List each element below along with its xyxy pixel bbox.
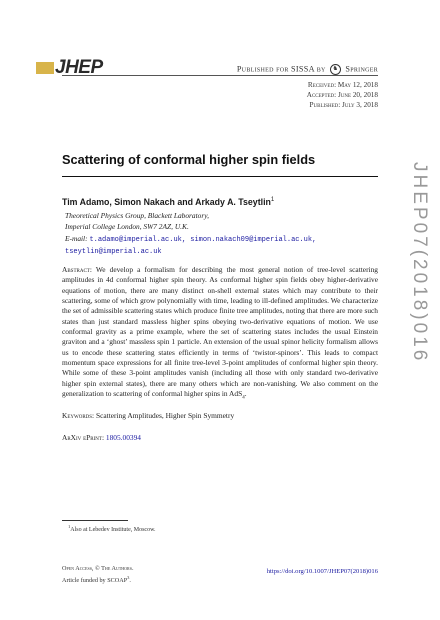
publisher-name: Springer (345, 64, 378, 74)
abstract-text: We develop a formalism for describing the most general notion of tree-level scattering amplitudes in 4d conformal higher spin theory. As conformal higher spin fields obey higher-derivative equations of motion, there are many distinct on-shell external states which may contribute to their scattering, some of which grow polynomially with time, leading to ill-defined amplitudes. We characterize the set of admissible scattering states which produce finite tree amplitudes, noting that there are more such states than just standard massless higher spins obeying two-derivative equations of motion. We use conformal gravity as a prime example, where the set of scattering states includes the usual Einstein graviton and a ‘ghost’ massless spin 1 particle. An extension of the usual spinor helicity formalism allows us to encode these scattering states efficiently in terms of ‘twistor-spinors’. This leads to compact momentum space expressions for all finite tree-level 3-point amplitudes of conformal higher spin theory. While some of these 3-point amplitudes vanish (including all those with only standard two-derivative higher spin external states), there are many others which are non-vanishing. We also comment on the generalization to scattering of conformal higher spins in AdS (62, 265, 378, 399)
abstract-end: . (244, 389, 247, 399)
email-link-tseytlin[interactable]: tseytlin@imperial.ac.uk (65, 247, 162, 256)
doi-link[interactable]: https://doi.org/10.1007/JHEP07(2018)016 (266, 568, 378, 575)
open-access-line: Open Access, © The Authors. (62, 565, 134, 572)
email-block (65, 234, 365, 257)
footnote-mark: 1 (68, 524, 71, 529)
title-rule (62, 176, 378, 177)
keywords-line (62, 411, 234, 420)
scoap-superscript: 3 (127, 575, 130, 581)
email-links[interactable]: t.adamo@imperial.ac.uk, simon.nakach09@imperial.ac.uk, (89, 236, 317, 244)
abstract (62, 265, 378, 404)
published-date: Published: July 3, 2018 (309, 101, 378, 109)
abstract-label: Abstract: (62, 265, 92, 274)
paper-title: Scattering of conformal higher spin fields (62, 152, 316, 167)
publisher-prefix: Published for SISSA by (236, 64, 326, 74)
authors-text: Tim Adamo, Simon Nakach and Arkady A. Tseytlin (62, 197, 271, 207)
journal-logo: JHEP (55, 57, 103, 78)
funding-line: Article funded by SCOAP$^3$. (62, 575, 131, 585)
affiliation-line-1: Theoretical Physics Group, Blackett Laboratory, (65, 211, 209, 220)
publication-dates (307, 80, 378, 110)
footnote (68, 524, 156, 533)
author-footnote-mark: 1 (270, 197, 275, 204)
arxiv-link[interactable]: 1805.00394 (105, 433, 141, 442)
publisher-line (237, 64, 378, 75)
affiliation-line-2: Imperial College London, SW7 2AZ, U.K. (65, 221, 189, 231)
author-list (62, 197, 274, 207)
keywords-text: Scattering Amplitudes, Higher Spin Symmetry (95, 411, 235, 420)
affiliation (65, 211, 209, 232)
accepted-date: Accepted: June 20, 2018 (306, 91, 378, 99)
footnote-rule (62, 520, 128, 521)
springer-horse-icon: ♞ (330, 64, 341, 75)
email-label: E-mail: (65, 234, 88, 243)
header-rule (62, 75, 378, 76)
arxiv-line (62, 433, 141, 442)
received-date: Received: May 12, 2018 (307, 81, 378, 89)
journal-logo-mark (36, 62, 54, 74)
arxiv-label: ArXiv ePrint: (62, 433, 105, 442)
abstract-subscript: 4 (242, 395, 245, 401)
side-journal-id: JHEP07(2018)016 (409, 162, 430, 364)
open-access-note (62, 564, 134, 586)
footnote-text: Also at Lebedev Institute, Moscow. (70, 527, 156, 533)
keywords-label: Keywords: (62, 411, 95, 420)
